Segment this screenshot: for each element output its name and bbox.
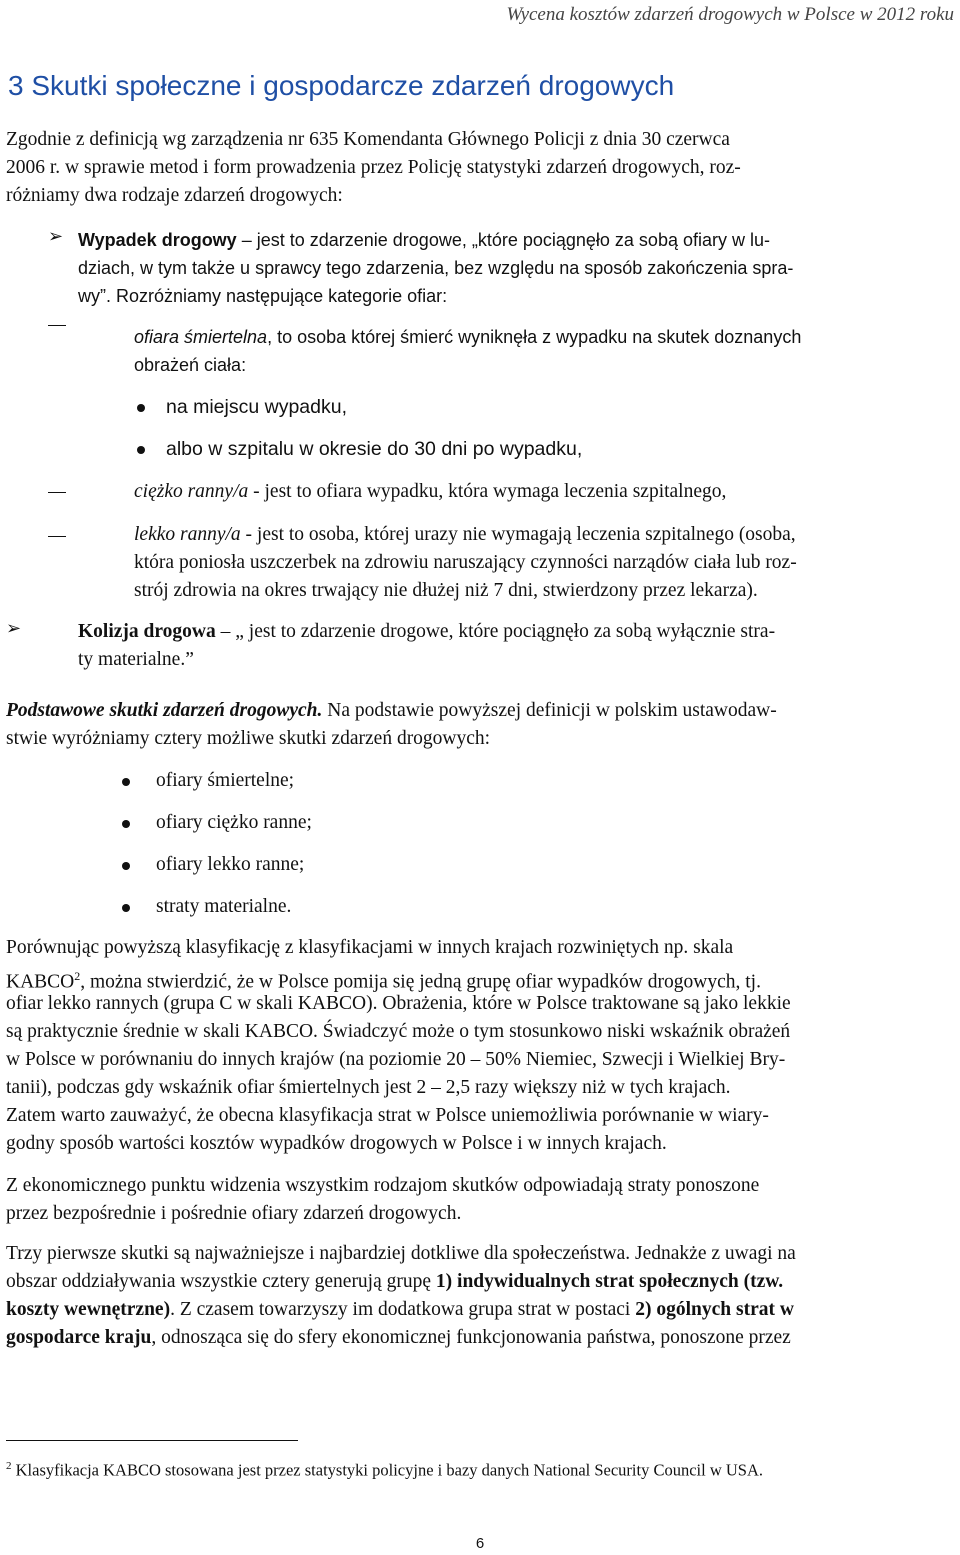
footnote-number: 2 <box>6 1460 12 1472</box>
trzy-line-2-text: obszar oddziaływania wszystkie cztery generują grupę <box>6 1271 436 1292</box>
kolizja-line-2: ty materialne.” <box>78 649 194 670</box>
footnote <box>6 1460 763 1481</box>
intro-line-1: Zgodnie z definicją wg zarządzenia nr 635 Komendanta Głównego Policji z dnia 30 czerwca <box>6 129 730 150</box>
wypadek-line-2: dziach, w tym także u sprawcy tego zdarzenia, bez względu na sposób zakończenia spra- <box>78 258 794 278</box>
bullet-dot-icon <box>122 862 130 870</box>
footnote-divider <box>6 1440 298 1441</box>
trzy-line-2 <box>6 1268 958 1296</box>
lekko-line-1 <box>134 521 958 549</box>
dash-bullet-icon <box>48 325 66 326</box>
wypadek-text: – jest to zdarzenie drogowe, „które pociągnęło za sobą ofiary w lu- <box>236 230 770 250</box>
smiertelna-bullet-2: albo w szpitalu w okresie do 30 dni po wypadku, <box>166 438 583 460</box>
ekonomicznego-line-1: Z ekonomicznego punktu widzenia wszystkim rodzajom skutków odpowiadają straty ponoszone <box>6 1175 760 1196</box>
smiertelna-bullet-1: na miejscu wypadku, <box>166 396 348 418</box>
arrow-bullet-icon: ➢ <box>6 618 22 638</box>
kabco-label: KABCO <box>6 971 75 993</box>
dash-bullet-icon <box>48 536 66 537</box>
porownujac-line-2-text: , można stwierdzić, że w Polsce pomija się jedną grupę ofiar wypadków drogowych, tj. <box>80 971 761 993</box>
ciezko-line <box>134 478 726 506</box>
footnote-ref[interactable]: 2 <box>74 969 81 983</box>
bullet-dot-icon <box>122 778 130 786</box>
wypadek-line-3: wy”. Rozróżniamy następujące kategorie ofiar: <box>78 286 448 306</box>
trzy-line-3-bold-a: koszty wewnętrzne) <box>6 1299 171 1320</box>
trzy-line-3-bold-b: 2) ogólnych strat w <box>635 1299 794 1320</box>
bullet-dot-icon <box>137 446 145 454</box>
porownujac-line-3: ofiar lekko rannych (grupa C w skali KABCO). Obrażenia, które w Polsce traktowane są jako lekkie <box>6 993 791 1014</box>
smiertelna-term: ofiara śmiertelna <box>134 327 268 347</box>
arrow-bullet-icon: ➢ <box>48 226 64 246</box>
ekonomicznego-line-2: przez bezpośrednie i pośrednie ofiary zdarzeń drogowych. <box>6 1203 462 1224</box>
kolizja-text: – „ jest to zdarzenie drogowe, które pociągnęło za sobą wyłącznie stra- <box>215 621 776 642</box>
trzy-line-4-bold: gospodarce kraju <box>6 1327 152 1348</box>
porownujac-line-8: godny sposób wartości kosztów wypadków drogowych w Polsce i w innych krajach. <box>6 1133 667 1154</box>
ciezko-term: ciężko ranny/a <box>134 481 249 502</box>
wypadek-term: Wypadek drogowy <box>78 230 237 250</box>
smiertelna-line-2: obrażeń ciała: <box>134 355 247 375</box>
podstawowe-line-1 <box>6 697 958 725</box>
porownujac-line-4: są praktycznie średnie w skali KABCO. Świadczyć może o tym stosunkowo niski wskaźnik obrażeń <box>6 1021 791 1042</box>
kolizja-line-1 <box>78 618 958 646</box>
skutki-bullet-4: straty materialne. <box>156 896 292 917</box>
trzy-line-2-bold: 1) indywidualnych strat społecznych (tzw. <box>435 1271 784 1292</box>
skutki-bullet-1: ofiary śmiertelne; <box>156 770 295 791</box>
porownujac-line-6: tanii), podczas gdy wskaźnik ofiar śmiertelnych jest 2 – 2,5 razy większy niż w tych krajach. <box>6 1077 731 1098</box>
running-header: Wycena kosztów zdarzeń drogowych w Polsce w 2012 roku <box>506 4 954 25</box>
skutki-bullet-3: ofiary lekko ranne; <box>156 854 305 875</box>
page-number: 6 <box>475 1535 485 1552</box>
porownujac-line-1: Porównując powyższą klasyfikację z klasyfikacjami w innych krajach rozwiniętych np. skala <box>6 937 734 958</box>
lekko-line-2: która poniosła uszczerbek na zdrowiu naruszający czynności narządów ciała lub roz- <box>134 552 797 573</box>
lekko-term: lekko ranny/a <box>134 524 241 545</box>
podstawowe-line-2: stwie wyróżniamy cztery możliwe skutki zdarzeń drogowych: <box>6 728 491 749</box>
wypadek-line-1 <box>78 226 958 254</box>
trzy-line-3-text: . Z czasem towarzyszy im dodatkowa grupa strat w postaci <box>170 1299 636 1320</box>
kolizja-term: Kolizja drogowa <box>78 621 216 642</box>
footnote-text: Klasyfikacja KABCO stosowana jest przez statystyki policyjne i bazy danych National Security Council w USA. <box>11 1460 764 1480</box>
trzy-line-4 <box>6 1324 958 1352</box>
porownujac-line-7: Zatem warto zauważyć, że obecna klasyfikacja strat w Polsce uniemożliwia porównanie w wiary- <box>6 1105 769 1126</box>
bullet-dot-icon <box>122 820 130 828</box>
intro-line-3: różniamy dwa rodzaje zdarzeń drogowych: <box>6 185 343 206</box>
trzy-line-1: Trzy pierwsze skutki są najważniejsze i najbardziej dotkliwe dla społeczeństwa. Jednakże z uwagi na <box>6 1243 796 1264</box>
lekko-line-3: strój zdrowia na okres trwający nie dłużej niż 7 dni, stwierdzony przez lekarza). <box>134 580 758 601</box>
podstawowe-text: Na podstawie powyższej definicji w polskim ustawodaw- <box>322 700 777 721</box>
ciezko-text: - jest to ofiara wypadku, która wymaga leczenia szpitalnego, <box>248 481 727 502</box>
smiertelna-text: , to osoba której śmierć wyniknęła z wypadku na skutek doznanych <box>267 327 802 347</box>
skutki-bullet-2: ofiary ciężko ranne; <box>156 812 312 833</box>
lekko-text: - jest to osoba, której urazy nie wymagają leczenia szpitalnego (osoba, <box>240 524 796 545</box>
dash-bullet-icon <box>48 492 66 493</box>
podstawowe-term: Podstawowe skutki zdarzeń drogowych. <box>6 700 323 721</box>
bullet-dot-icon <box>137 404 145 412</box>
porownujac-line-5: w Polsce w porównaniu do innych krajów (na poziomie 20 – 50% Niemiec, Szwecji i Wielkiej Bry- <box>6 1049 786 1070</box>
intro-line-2: 2006 r. w sprawie metod i form prowadzenia przez Policję statystyki zdarzeń drogowych, roz- <box>6 157 741 178</box>
bullet-dot-icon <box>122 904 130 912</box>
trzy-line-3 <box>6 1296 958 1324</box>
smiertelna-line-1 <box>134 323 958 351</box>
trzy-line-4-text: , odnosząca się do sfery ekonomicznej funkcjonowania państwa, ponoszone przez <box>151 1327 791 1348</box>
section-title: 3 Skutki społeczne i gospodarcze zdarzeń drogowych <box>8 70 675 101</box>
